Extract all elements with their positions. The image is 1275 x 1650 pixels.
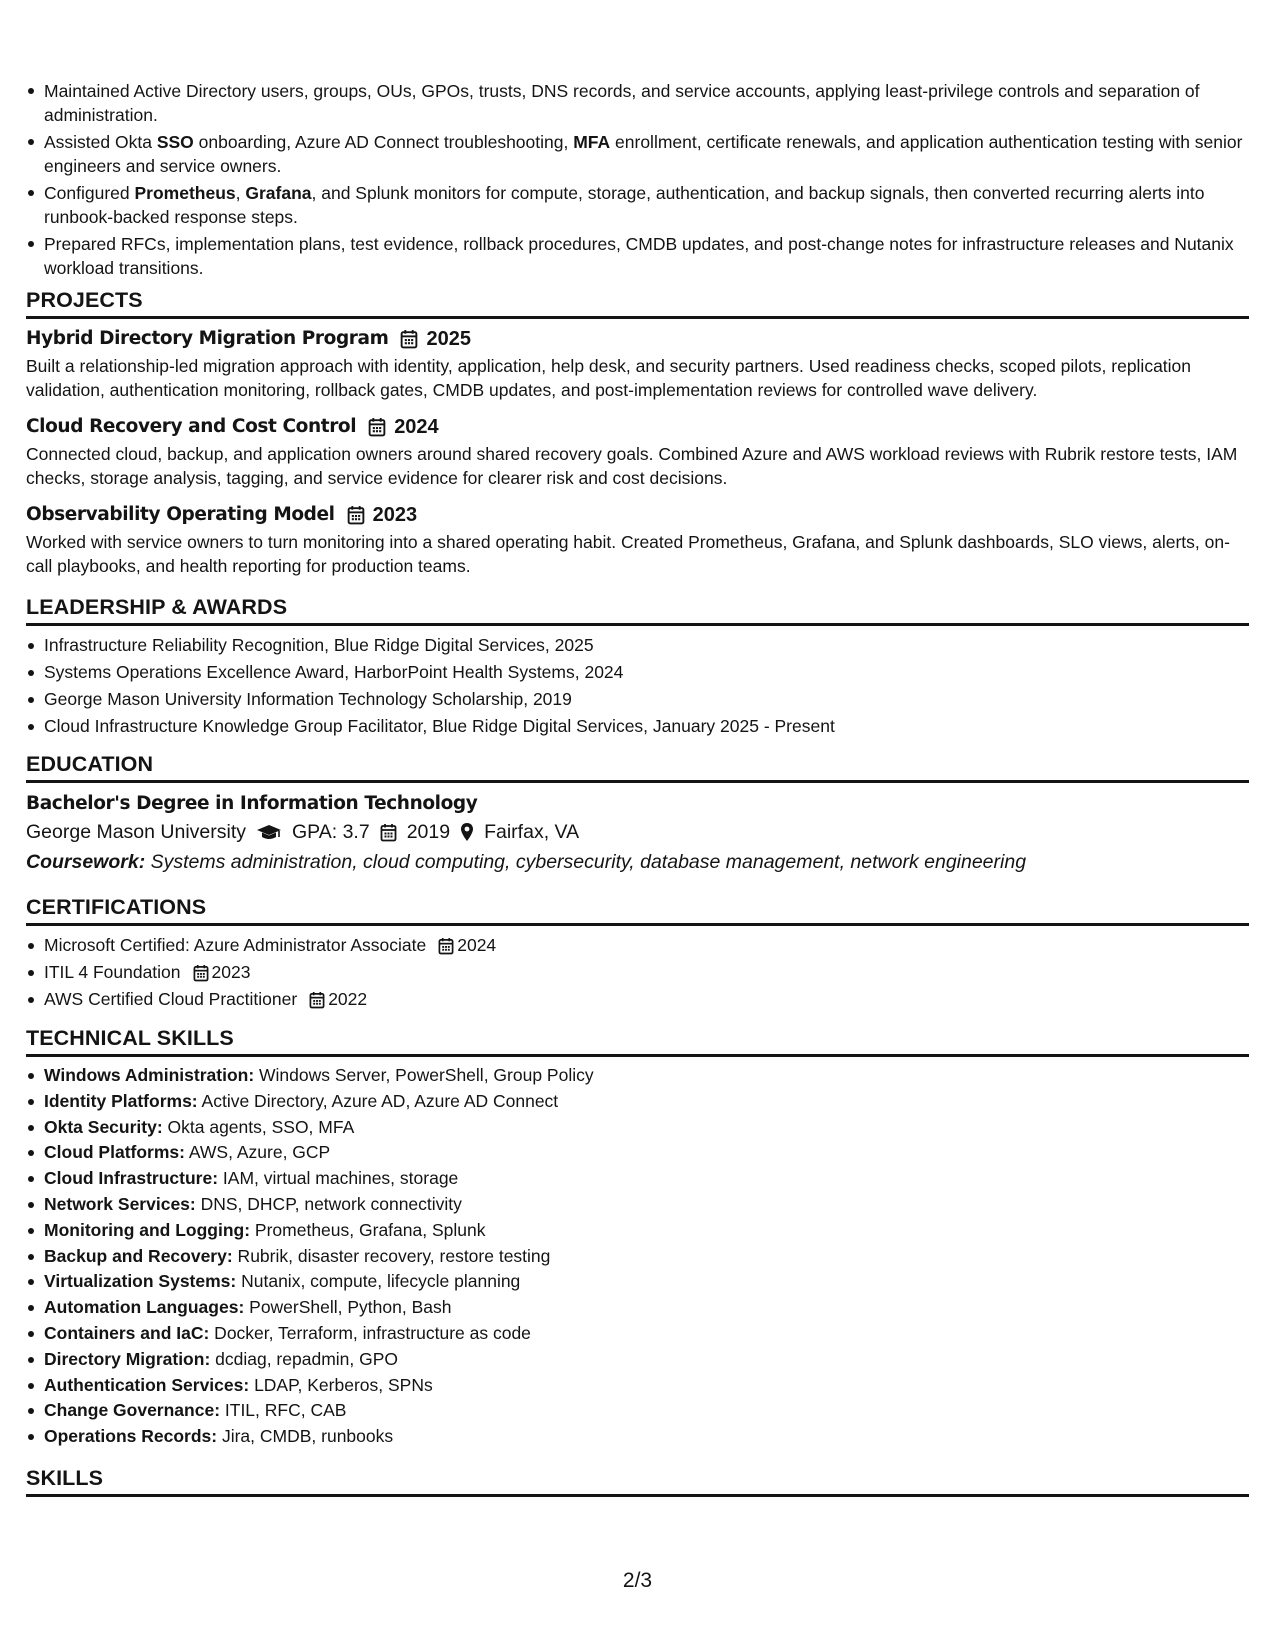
coursework [26,847,1249,877]
project-description: Built a relationship-led migration approach with identity, application, help desk, and security partners. Used readiness checks, scoped pilots, replication validation, authentication monitoring, rollback gates, CMDB updates, and post-implementation reviews for controlled wave delivery. [26,356,1192,400]
technical-skill-item [26,1192,1249,1218]
project-year: 2023 [372,504,418,526]
bullet-text: , [235,183,246,203]
award-item: Cloud Infrastructure Knowledge Group Facilitator, Blue Ridge Digital Services, January 2025 - Present [26,713,1249,740]
skill-values: dcdiag, repadmin, GPO [210,1348,399,1369]
bullet-text: Assisted Okta [44,132,157,152]
project-entry [26,502,1249,578]
skill-category: Windows Administration: [44,1065,255,1085]
coursework-label: Coursework: [26,851,146,873]
education-section [26,751,1249,877]
technical-skills-section [26,1025,1249,1450]
certification-year: 2024 [457,935,497,955]
experience-bullet [26,181,1249,229]
technical-skill-item [26,1115,1249,1141]
skill-category: Virtualization Systems: [44,1271,237,1292]
projects-section [26,287,1249,578]
skill-values: DNS, DHCP, network connectivity [195,1193,462,1214]
skill-category: Okta Security: [44,1116,163,1137]
skill-values: ITIL, RFC, CAB [220,1400,347,1421]
skill-values: Active Directory, Azure AD, Azure AD Connect [197,1090,559,1111]
certification-name: AWS Certified Cloud Practitioner [44,989,298,1009]
technical-skill-item [26,1218,1249,1244]
technical-skills-heading: TECHNICAL SKILLS [26,1025,1249,1057]
projects-list [26,326,1249,578]
project-entry [26,414,1249,490]
projects-heading: PROJECTS [26,287,1249,319]
skill-values: PowerShell, Python, Bash [244,1297,452,1318]
calendar-icon [347,505,365,525]
skill-values: LDAP, Kerberos, SPNs [249,1374,433,1395]
skill-values: Nutanix, compute, lifecycle planning [236,1271,521,1292]
experience-bullets [26,79,1249,283]
project-description: Worked with service owners to turn monitoring into a shared operating habit. Created Prometheus, Grafana, and Splunk dashboards, SLO views, alerts, on-call playbooks, and health reporting for production teams. [26,532,1230,576]
bullet-text: Maintained Active Directory users, groups, OUs, GPOs, trusts, DNS records, and service accounts, applying least-privilege controls and separation of administration. [44,81,1200,125]
bullet-text: Configured [44,183,135,203]
experience-bullet [26,130,1249,178]
bold-keyword: Prometheus [134,183,236,203]
certifications-section [26,894,1249,1013]
awards-heading: LEADERSHIP & AWARDS [26,594,1249,626]
bullet-text: Prepared RFCs, implementation plans, test evidence, rollback procedures, CMDB updates, and post-change notes for infrastructure releases and Nutanix workload transitions. [44,234,1234,278]
award-item: George Mason University Information Technology Scholarship, 2019 [26,686,1249,713]
certifications-list [26,932,1249,1013]
technical-skill-item [26,1140,1249,1166]
technical-skill-item [26,1063,1249,1089]
awards-section [26,594,1249,740]
bold-keyword: Grafana [245,183,312,203]
project-title-row [26,326,1249,352]
bold-keyword: SSO [156,132,194,152]
skill-values: Jira, CMDB, runbooks [217,1426,394,1447]
skill-category: Change Governance: [44,1400,221,1421]
school-location: Fairfax, VA [484,821,580,843]
technical-skill-item [26,1244,1249,1270]
calendar-icon [368,417,386,437]
skill-category: Containers and IaC: [44,1322,210,1343]
project-year: 2025 [426,328,471,350]
project-year: 2024 [394,416,439,438]
calendar-icon [400,329,418,349]
skill-values: AWS, Azure, GCP [184,1142,331,1163]
graduation-cap-icon [256,823,282,841]
bullet-text: onboarding, Azure AD Connect troubleshooting, [193,132,574,152]
page-number: 2/3 [622,1569,653,1592]
technical-skill-item [26,1089,1249,1115]
coursework-list: Systems administration, cloud computing, cybersecurity, database management, network engineering [145,851,1027,873]
skill-values: Okta agents, SSO, MFA [162,1116,355,1137]
skill-category: Automation Languages: [44,1297,245,1318]
technical-skill-item [26,1321,1249,1347]
graduation-year: 2019 [406,821,451,843]
award-item: Systems Operations Excellence Award, HarborPoint Health Systems, 2024 [26,659,1249,686]
project-title-row [26,502,1249,528]
skills-heading: SKILLS [26,1465,1249,1497]
degree-title: Bachelor's Degree in Information Technology [26,793,478,814]
certification-year: 2022 [328,989,368,1009]
skills-section [26,1465,1249,1497]
technical-skill-item [26,1373,1249,1399]
gpa: GPA: 3.7 [292,821,370,843]
project-title-row [26,414,1249,440]
certification-name: Microsoft Certified: Azure Administrator Associate [44,935,427,955]
project-description: Connected cloud, backup, and application owners around shared recovery goals. Combined Azure and AWS workload reviews with Rubrik restore tests, IAM checks, storage analysis, tagging, and service evidence for clearer risk and cost decisions. [26,444,1238,488]
calendar-icon [380,823,397,842]
technical-skill-item [26,1295,1249,1321]
technical-skill-item [26,1398,1249,1424]
technical-skill-item [26,1424,1249,1450]
map-pin-icon [460,822,474,842]
skill-category: Directory Migration: [44,1348,211,1369]
education-heading: EDUCATION [26,751,1249,783]
certification-item [26,932,1249,959]
skill-category: Identity Platforms: [44,1090,198,1111]
skill-category: Cloud Infrastructure: [44,1168,219,1189]
experience-bullet [26,232,1249,280]
certifications-heading: CERTIFICATIONS [26,894,1249,926]
bullet-text: enrollment, certificate renewals, and application authentication testing with senior engineers and service owners. [44,132,1243,176]
certification-item [26,986,1249,1013]
skill-category: Network Services: [44,1193,196,1214]
calendar-icon [309,991,325,1009]
certification-year: 2023 [211,962,251,982]
education-details [26,817,1249,847]
certification-item [26,959,1249,986]
technical-skill-item [26,1347,1249,1373]
skill-values: Rubrik, disaster recovery, restore testing [232,1245,551,1266]
skill-values: Windows Server, PowerShell, Group Policy [254,1065,594,1085]
award-item: Infrastructure Reliability Recognition, Blue Ridge Digital Services, 2025 [26,632,1249,659]
skill-values: IAM, virtual machines, storage [218,1168,459,1189]
school-name: George Mason University [26,821,247,843]
technical-skill-item [26,1166,1249,1192]
skill-values: Prometheus, Grafana, Splunk [250,1219,486,1240]
skill-category: Authentication Services: [44,1374,250,1395]
awards-list [26,632,1249,740]
bullet-text: , and Splunk monitors for compute, storage, authentication, and backup signals, then converted recurring alerts into runbook-backed response steps. [44,183,1205,227]
skill-category: Cloud Platforms: [44,1142,185,1163]
project-title: Cloud Recovery and Cost Control [26,416,357,437]
calendar-icon [438,937,454,955]
technical-skills-list [26,1063,1249,1450]
skill-category: Backup and Recovery: [44,1245,233,1266]
bold-keyword: MFA [573,132,611,152]
skill-category: Monitoring and Logging: [44,1219,251,1240]
project-title: Hybrid Directory Migration Program [26,328,389,349]
project-title: Observability Operating Model [26,504,335,525]
skill-category: Operations Records: [44,1426,218,1447]
project-entry [26,326,1249,402]
calendar-icon [193,964,209,982]
technical-skill-item [26,1269,1249,1295]
certification-name: ITIL 4 Foundation [44,962,181,982]
experience-bullet [26,79,1249,127]
skill-values: Docker, Terraform, infrastructure as code [209,1322,531,1343]
